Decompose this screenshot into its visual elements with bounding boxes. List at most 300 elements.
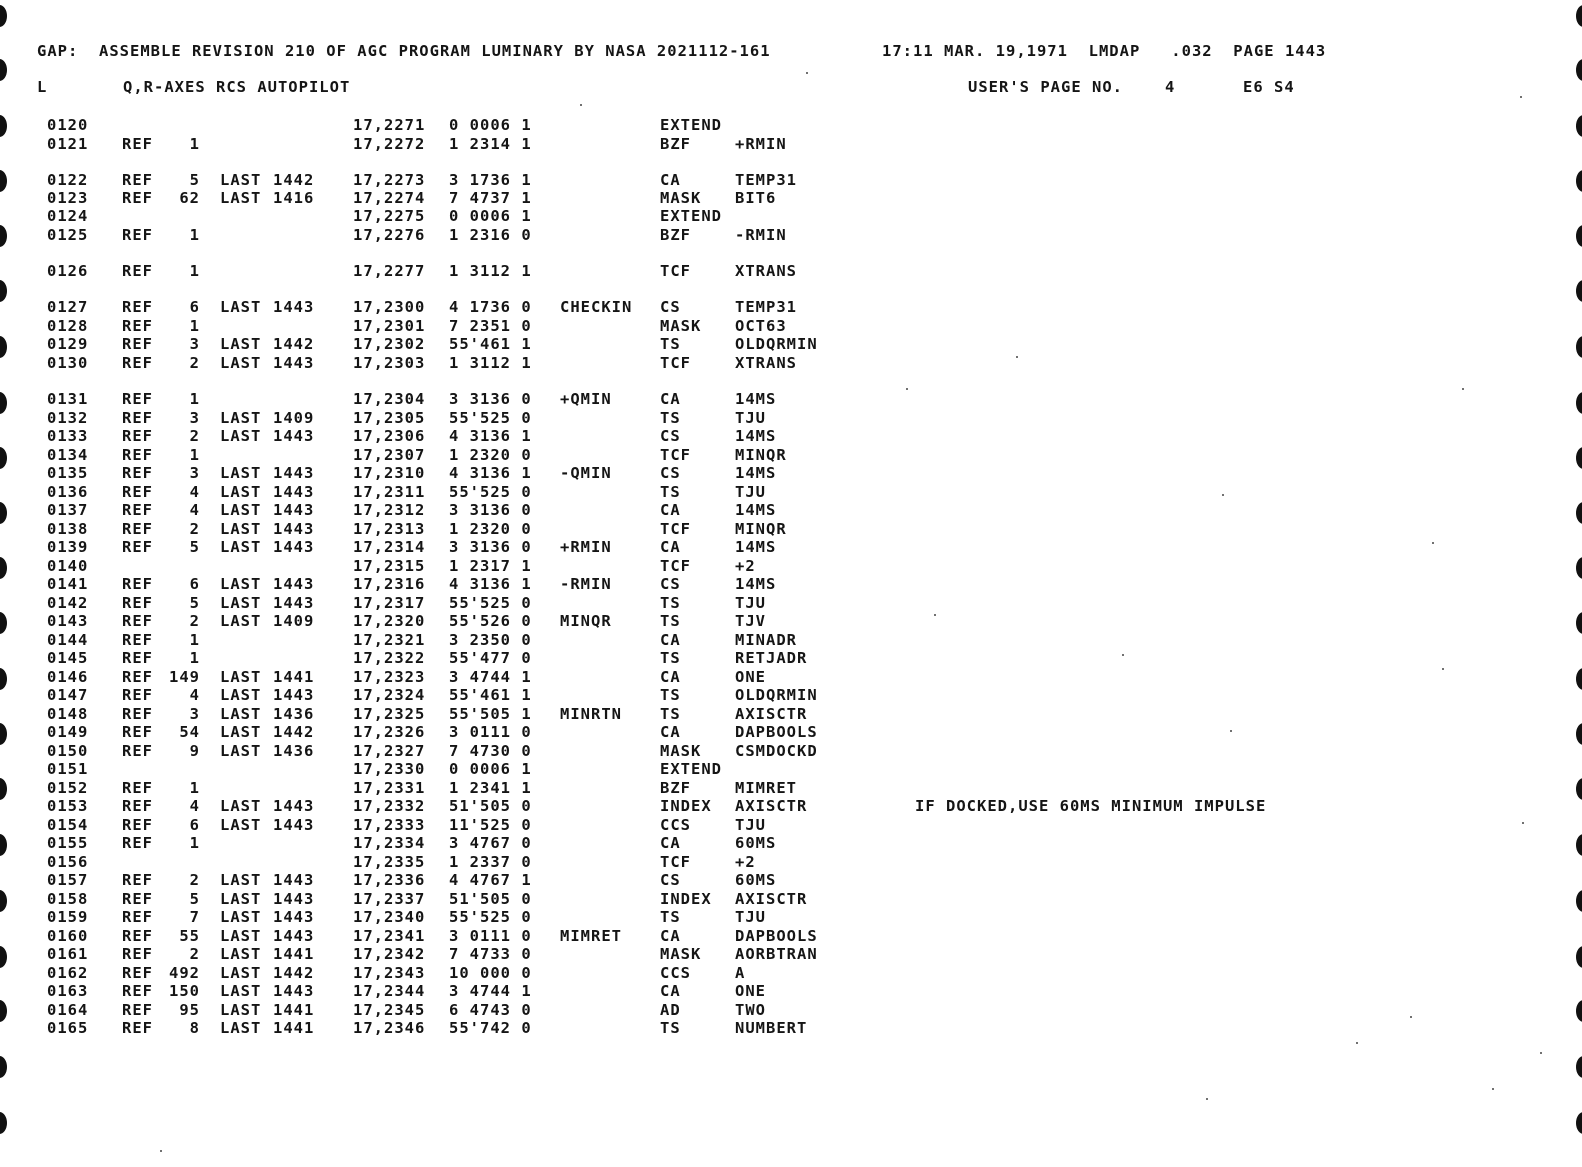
last-page: 1443 (273, 594, 315, 612)
listing-row (0, 538, 1582, 556)
line-number: 0165 (47, 1019, 89, 1037)
memory-address: 17,2327 (353, 742, 426, 760)
feed-hole (0, 1112, 7, 1134)
subheader-code: E6 S4 (1243, 78, 1295, 96)
line-number: 0123 (47, 189, 89, 207)
last-keyword: LAST (220, 908, 262, 926)
feed-hole (1576, 1112, 1582, 1134)
line-number: 0125 (47, 226, 89, 244)
speck (906, 388, 908, 390)
memory-address: 17,2317 (353, 594, 426, 612)
octal-code: 1 2317 1 (449, 557, 532, 575)
opcode: TS (660, 705, 681, 723)
octal-code: 4 3136 1 (449, 464, 532, 482)
last-page: 1443 (273, 501, 315, 519)
last-keyword: LAST (220, 742, 262, 760)
last-page: 1443 (273, 538, 315, 556)
listing-row (0, 927, 1582, 945)
operand: 14MS (735, 501, 777, 519)
listing-row (0, 723, 1582, 741)
last-page: 1443 (273, 427, 315, 445)
last-page: 1443 (273, 575, 315, 593)
octal-code: 55'525 0 (449, 483, 532, 501)
opcode: TCF (660, 557, 691, 575)
opcode: BZF (660, 779, 691, 797)
opcode: CCS (660, 964, 691, 982)
memory-address: 17,2304 (353, 390, 426, 408)
opcode: CS (660, 464, 681, 482)
last-page: 1443 (273, 686, 315, 704)
opcode: CA (660, 982, 681, 1000)
ref-count: 55 (179, 927, 200, 945)
ref-count: 1 (189, 390, 200, 408)
last-keyword: LAST (220, 890, 262, 908)
ref-count: 4 (189, 483, 200, 501)
last-keyword: LAST (220, 668, 262, 686)
operand: DAPBOOLS (735, 723, 818, 741)
line-number: 0127 (47, 298, 89, 316)
listing-row (0, 207, 1582, 225)
octal-code: 4 3136 1 (449, 575, 532, 593)
octal-code: 1 2320 0 (449, 520, 532, 538)
opcode: CA (660, 538, 681, 556)
line-number: 0142 (47, 594, 89, 612)
last-keyword: LAST (220, 612, 262, 630)
subheader-title: Q,R-AXES RCS AUTOPILOT (123, 78, 351, 96)
memory-address: 17,2334 (353, 834, 426, 852)
memory-address: 17,2322 (353, 649, 426, 667)
ref-keyword: REF (122, 964, 153, 982)
line-number: 0138 (47, 520, 89, 538)
listing-row (0, 945, 1582, 963)
operand: ONE (735, 668, 766, 686)
octal-code: 3 1736 1 (449, 171, 532, 189)
memory-address: 17,2320 (353, 612, 426, 630)
feed-hole (0, 59, 7, 81)
listing-row (0, 816, 1582, 834)
operand: 14MS (735, 427, 777, 445)
speck (1230, 730, 1232, 732)
ref-count: 3 (189, 464, 200, 482)
ref-keyword: REF (122, 927, 153, 945)
line-number: 0131 (47, 390, 89, 408)
operand: -RMIN (735, 226, 787, 244)
operand: TJU (735, 816, 766, 834)
memory-address: 17,2337 (353, 890, 426, 908)
line-number: 0155 (47, 834, 89, 852)
ref-keyword: REF (122, 686, 153, 704)
memory-address: 17,2271 (353, 116, 426, 134)
octal-code: 11'525 0 (449, 816, 532, 834)
listing-row (0, 390, 1582, 408)
last-page: 1443 (273, 797, 315, 815)
line-number: 0140 (47, 557, 89, 575)
opcode: TS (660, 335, 681, 353)
listing-row (0, 317, 1582, 335)
ref-keyword: REF (122, 816, 153, 834)
opcode: TCF (660, 446, 691, 464)
opcode: TS (660, 686, 681, 704)
speck (1522, 822, 1524, 824)
opcode: TS (660, 483, 681, 501)
last-keyword: LAST (220, 538, 262, 556)
ref-count: 5 (189, 890, 200, 908)
operand: 14MS (735, 575, 777, 593)
operand: 60MS (735, 834, 777, 852)
listing-row (0, 520, 1582, 538)
ref-count: 9 (189, 742, 200, 760)
listing-row (0, 871, 1582, 889)
ref-count: 7 (189, 908, 200, 926)
ref-count: 5 (189, 171, 200, 189)
octal-code: 3 4767 0 (449, 834, 532, 852)
last-keyword: LAST (220, 575, 262, 593)
opcode: TS (660, 1019, 681, 1037)
memory-address: 17,2300 (353, 298, 426, 316)
line-number: 0120 (47, 116, 89, 134)
octal-code: 1 2320 0 (449, 446, 532, 464)
last-page: 1442 (273, 335, 315, 353)
line-number: 0128 (47, 317, 89, 335)
octal-code: 1 2337 0 (449, 853, 532, 871)
symbol-label: MINRTN (560, 705, 622, 723)
ref-keyword: REF (122, 520, 153, 538)
listing-row (0, 797, 1582, 815)
operand: OLDQRMIN (735, 335, 818, 353)
octal-code: 55'461 1 (449, 686, 532, 704)
line-number: 0152 (47, 779, 89, 797)
opcode: CA (660, 723, 681, 741)
line-number: 0156 (47, 853, 89, 871)
ref-count: 5 (189, 538, 200, 556)
ref-count: 3 (189, 335, 200, 353)
opcode: INDEX (660, 797, 712, 815)
listing-row (0, 908, 1582, 926)
operand: +2 (735, 557, 756, 575)
ref-count: 5 (189, 594, 200, 612)
ref-keyword: REF (122, 354, 153, 372)
ref-keyword: REF (122, 594, 153, 612)
opcode: CCS (660, 816, 691, 834)
opcode: CA (660, 390, 681, 408)
last-keyword: LAST (220, 1019, 262, 1037)
listing-row (0, 557, 1582, 575)
opcode: MASK (660, 945, 702, 963)
last-keyword: LAST (220, 520, 262, 538)
octal-code: 3 2350 0 (449, 631, 532, 649)
ref-count: 1 (189, 779, 200, 797)
speck (806, 72, 808, 74)
listing-row (0, 964, 1582, 982)
opcode: CA (660, 834, 681, 852)
line-number: 0146 (47, 668, 89, 686)
opcode: EXTEND (660, 116, 722, 134)
last-keyword: LAST (220, 483, 262, 501)
last-keyword: LAST (220, 171, 262, 189)
octal-code: 0 0006 1 (449, 116, 532, 134)
ref-keyword: REF (122, 779, 153, 797)
operand: MINQR (735, 520, 787, 538)
speck (1442, 668, 1444, 670)
memory-address: 17,2275 (353, 207, 426, 225)
listing-row (0, 409, 1582, 427)
ref-count: 1 (189, 135, 200, 153)
memory-address: 17,2311 (353, 483, 426, 501)
ref-keyword: REF (122, 742, 153, 760)
operand: AORBTRAN (735, 945, 818, 963)
ref-keyword: REF (122, 483, 153, 501)
symbol-label: MIMRET (560, 927, 622, 945)
speck (1016, 356, 1018, 358)
octal-code: 3 3136 0 (449, 390, 532, 408)
octal-code: 7 4737 1 (449, 189, 532, 207)
octal-code: 55'526 0 (449, 612, 532, 630)
last-page: 1443 (273, 871, 315, 889)
symbol-label: CHECKIN (560, 298, 633, 316)
last-keyword: LAST (220, 1001, 262, 1019)
last-keyword: LAST (220, 189, 262, 207)
opcode: EXTEND (660, 207, 722, 225)
operand: XTRANS (735, 262, 797, 280)
listing-row (0, 335, 1582, 353)
memory-address: 17,2343 (353, 964, 426, 982)
operand: 14MS (735, 538, 777, 556)
listing-row (0, 354, 1582, 372)
listing-row (0, 446, 1582, 464)
opcode: TCF (660, 520, 691, 538)
line-number: 0135 (47, 464, 89, 482)
operand: ONE (735, 982, 766, 1000)
ref-count: 6 (189, 575, 200, 593)
octal-code: 3 4744 1 (449, 668, 532, 686)
ref-keyword: REF (122, 575, 153, 593)
octal-code: 1 2316 0 (449, 226, 532, 244)
listing-row (0, 1001, 1582, 1019)
last-keyword: LAST (220, 501, 262, 519)
opcode: TS (660, 908, 681, 926)
last-page: 1441 (273, 668, 315, 686)
ref-count: 3 (189, 705, 200, 723)
ref-keyword: REF (122, 409, 153, 427)
listing-row (0, 464, 1582, 482)
last-keyword: LAST (220, 705, 262, 723)
ref-count: 95 (179, 1001, 200, 1019)
memory-address: 17,2310 (353, 464, 426, 482)
ref-count: 1 (189, 226, 200, 244)
line-number: 0149 (47, 723, 89, 741)
octal-code: 3 3136 0 (449, 538, 532, 556)
operand: CSMDOCKD (735, 742, 818, 760)
ref-count: 2 (189, 945, 200, 963)
last-keyword: LAST (220, 964, 262, 982)
last-keyword: LAST (220, 816, 262, 834)
opcode: MASK (660, 189, 702, 207)
memory-address: 17,2341 (353, 927, 426, 945)
operand: DAPBOOLS (735, 927, 818, 945)
octal-code: 55'742 0 (449, 1019, 532, 1037)
opcode: CA (660, 171, 681, 189)
memory-address: 17,2331 (353, 779, 426, 797)
last-page: 1436 (273, 742, 315, 760)
ref-count: 6 (189, 298, 200, 316)
memory-address: 17,2306 (353, 427, 426, 445)
ref-count: 1 (189, 446, 200, 464)
memory-address: 17,2326 (353, 723, 426, 741)
last-page: 1443 (273, 520, 315, 538)
last-keyword: LAST (220, 982, 262, 1000)
ref-keyword: REF (122, 464, 153, 482)
line-number: 0121 (47, 135, 89, 153)
last-keyword: LAST (220, 335, 262, 353)
memory-address: 17,2333 (353, 816, 426, 834)
memory-address: 17,2274 (353, 189, 426, 207)
memory-address: 17,2314 (353, 538, 426, 556)
opcode: TS (660, 649, 681, 667)
line-number: 0134 (47, 446, 89, 464)
listing-row (0, 668, 1582, 686)
ref-keyword: REF (122, 189, 153, 207)
ref-keyword: REF (122, 982, 153, 1000)
opcode: INDEX (660, 890, 712, 908)
memory-address: 17,2316 (353, 575, 426, 593)
listing-row (0, 779, 1582, 797)
line-number: 0126 (47, 262, 89, 280)
octal-code: 1 3112 1 (449, 354, 532, 372)
octal-code: 55'477 0 (449, 649, 532, 667)
header-timestamp-page: 17:11 MAR. 19,1971 LMDAP .032 PAGE 1443 (882, 42, 1327, 60)
operand: A (735, 964, 746, 982)
feed-hole (0, 5, 7, 27)
opcode: BZF (660, 226, 691, 244)
listing-row (0, 705, 1582, 723)
listing-row (0, 760, 1582, 778)
operand: TEMP31 (735, 298, 797, 316)
octal-code: 3 3136 0 (449, 501, 532, 519)
line-number: 0130 (47, 354, 89, 372)
line-number: 0133 (47, 427, 89, 445)
speck (1432, 542, 1434, 544)
listing-row (0, 427, 1582, 445)
last-page: 1441 (273, 1001, 315, 1019)
ref-keyword: REF (122, 427, 153, 445)
last-page: 1443 (273, 982, 315, 1000)
octal-code: 55'525 0 (449, 409, 532, 427)
speck (1540, 1052, 1542, 1054)
operand: TJU (735, 483, 766, 501)
ref-keyword: REF (122, 335, 153, 353)
ref-count: 1 (189, 262, 200, 280)
operand: OCT63 (735, 317, 787, 335)
last-keyword: LAST (220, 354, 262, 372)
ref-count: 1 (189, 649, 200, 667)
speck (1222, 494, 1224, 496)
symbol-label: +QMIN (560, 390, 612, 408)
octal-code: 4 1736 0 (449, 298, 532, 316)
last-page: 1442 (273, 723, 315, 741)
last-page: 1416 (273, 189, 315, 207)
octal-code: 1 3112 1 (449, 262, 532, 280)
line-number: 0129 (47, 335, 89, 353)
memory-address: 17,2335 (353, 853, 426, 871)
line-number: 0136 (47, 483, 89, 501)
opcode: TS (660, 612, 681, 630)
last-page: 1442 (273, 171, 315, 189)
line-number: 0163 (47, 982, 89, 1000)
last-keyword: LAST (220, 409, 262, 427)
octal-code: 0 0006 1 (449, 760, 532, 778)
feed-hole (1576, 1056, 1582, 1078)
memory-address: 17,2340 (353, 908, 426, 926)
memory-address: 17,2342 (353, 945, 426, 963)
ref-count: 150 (169, 982, 200, 1000)
last-page: 1409 (273, 612, 315, 630)
opcode: TCF (660, 853, 691, 871)
ref-keyword: REF (122, 317, 153, 335)
ref-keyword: REF (122, 135, 153, 153)
ref-keyword: REF (122, 1019, 153, 1037)
opcode: CA (660, 668, 681, 686)
memory-address: 17,2344 (353, 982, 426, 1000)
last-page: 1443 (273, 908, 315, 926)
operand: XTRANS (735, 354, 797, 372)
operand: TJU (735, 908, 766, 926)
ref-keyword: REF (122, 501, 153, 519)
operand: 14MS (735, 464, 777, 482)
line-number: 0154 (47, 816, 89, 834)
feed-hole (1576, 59, 1582, 81)
operand: TJV (735, 612, 766, 630)
memory-address: 17,2315 (353, 557, 426, 575)
line-number: 0162 (47, 964, 89, 982)
last-keyword: LAST (220, 298, 262, 316)
last-keyword: LAST (220, 686, 262, 704)
octal-code: 3 0111 0 (449, 723, 532, 741)
operand: +RMIN (735, 135, 787, 153)
line-number: 0151 (47, 760, 89, 778)
last-page: 1409 (273, 409, 315, 427)
last-page: 1441 (273, 945, 315, 963)
octal-code: 1 2341 1 (449, 779, 532, 797)
ref-count: 149 (169, 668, 200, 686)
listing-row (0, 1019, 1582, 1037)
last-keyword: LAST (220, 594, 262, 612)
line-number: 0147 (47, 686, 89, 704)
ref-keyword: REF (122, 390, 153, 408)
ref-count: 1 (189, 834, 200, 852)
ref-keyword: REF (122, 631, 153, 649)
comment: IF DOCKED,USE 60MS MINIMUM IMPULSE (915, 797, 1267, 815)
speck (1206, 1098, 1208, 1100)
line-number: 0143 (47, 612, 89, 630)
ref-count: 8 (189, 1019, 200, 1037)
octal-code: 51'505 0 (449, 890, 532, 908)
line-number: 0144 (47, 631, 89, 649)
opcode: MASK (660, 742, 702, 760)
last-page: 1443 (273, 890, 315, 908)
memory-address: 17,2302 (353, 335, 426, 353)
operand: TWO (735, 1001, 766, 1019)
operand: TEMP31 (735, 171, 797, 189)
listing-row (0, 116, 1582, 134)
listing-row (0, 262, 1582, 280)
memory-address: 17,2305 (353, 409, 426, 427)
last-page: 1436 (273, 705, 315, 723)
last-keyword: LAST (220, 871, 262, 889)
ref-count: 4 (189, 797, 200, 815)
octal-code: 4 4767 1 (449, 871, 532, 889)
ref-count: 62 (179, 189, 200, 207)
operand: 60MS (735, 871, 777, 889)
